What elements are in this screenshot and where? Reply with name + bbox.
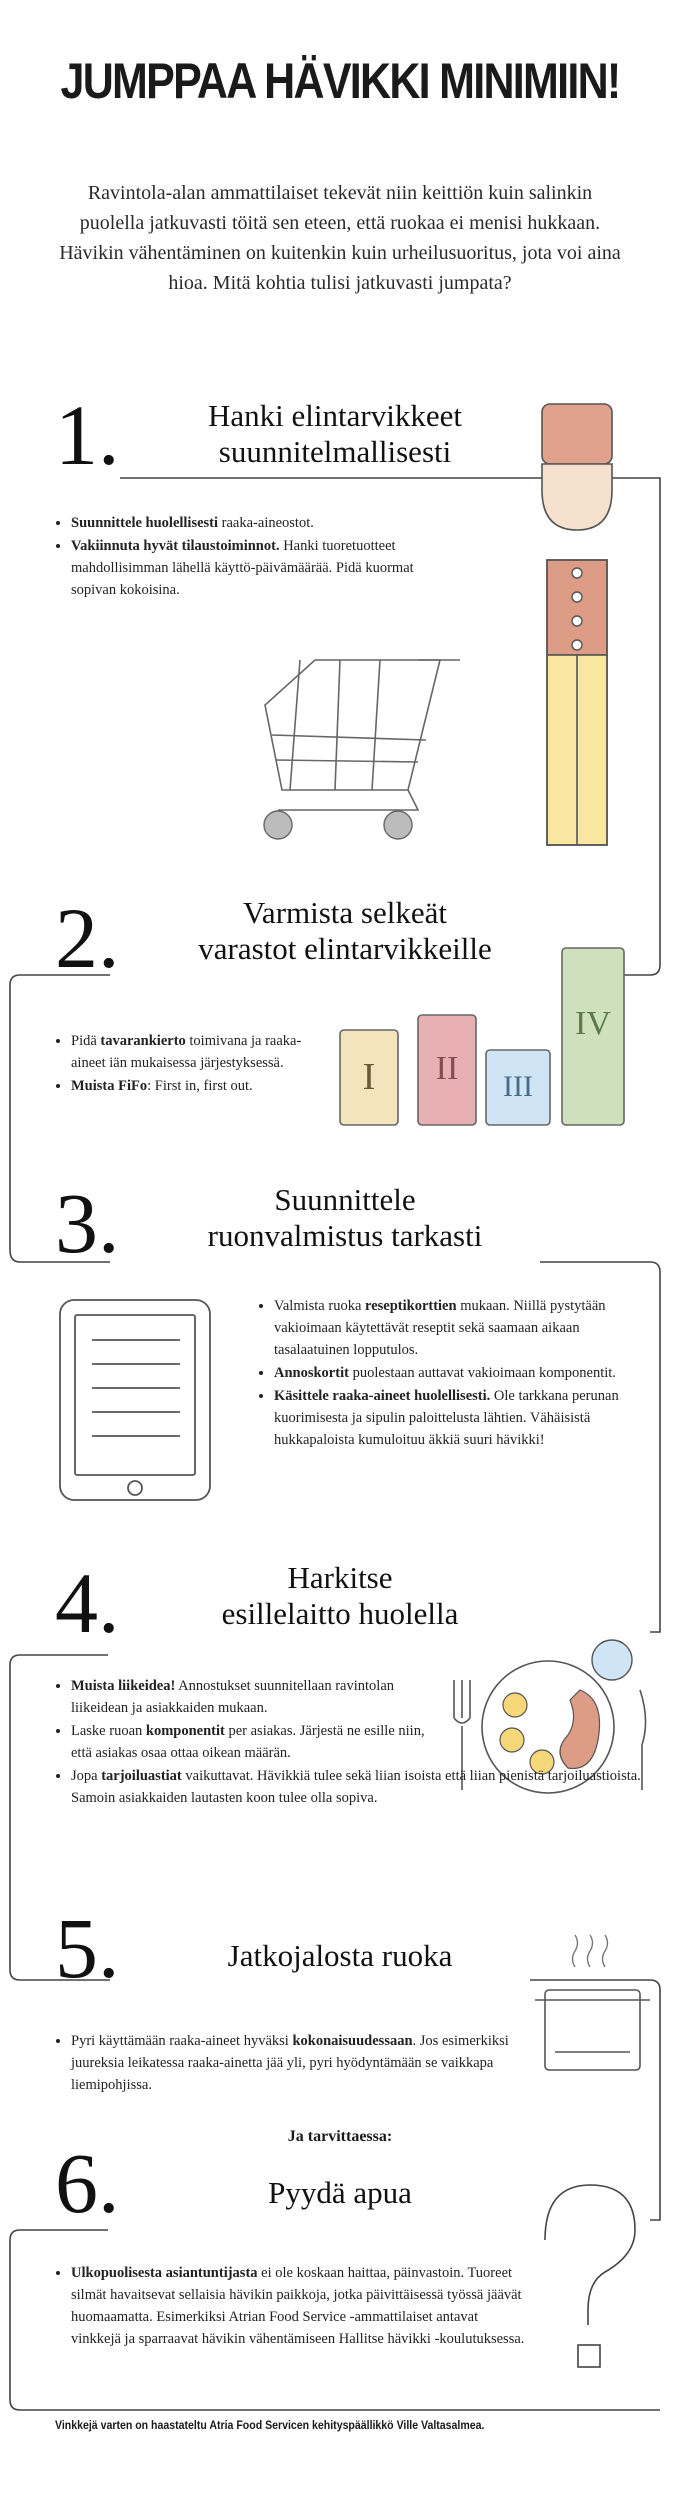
section-3-heading-line1: Suunnittele (274, 1182, 416, 1217)
list-item: • Valmista ruoka reseptikorttien mukaan. Niillä pystytään vakioimaan käytettävät reseptit sekä saamaan aikaan tasalaatuinen lopputulos. (274, 1295, 638, 1361)
section-6-subheading: Ja tarvittaessa: (287, 2128, 393, 2145)
list-item: • Muista liikeidea! Annostukset suunnitellaan ravintolan liikeidean ja asiakkaiden mukaan. (71, 1675, 445, 1719)
section-6-heading: Pyydä apua (268, 2175, 412, 2210)
list-item: • Pyri käyttämään raaka-aineet hyväksi kokonaisuudessaan. Jos esimerkiksi juureksia leikatessa raaka-ainetta jää yli, pyri hyödyntämään se vaikkapa liemipohjissa. (71, 2030, 525, 2096)
list-item: • Muista FiFo: First in, first out. (71, 1075, 310, 1097)
intro-text: Ravintola-alan ammattilaiset tekevät niin keittiön kuin salinkin puolella jatkuvasti töitä sen eteen, että ruokaa ei menisi hukkaan. Hävikin vähentäminen on kuitenkin kuin urheilusuoritus, jota voi aina hioa. Mitä kohtia tulisi jatkuvasti jumpata? (59, 182, 621, 294)
section-4-heading-line1: Harkitse (287, 1560, 393, 1595)
section-1-number: 1. (55, 387, 120, 483)
list-item: • Käsittele raaka-aineet huolellisesti. Ole tarkkana perunan kuorimisesta ja sipulin paloittelusta lähtien. Vähäisistä hukkapaloista kumuloituu äkkiä suuri hävikki! (274, 1385, 638, 1451)
list-item: • Vakiinnuta hyvät tilaustoiminnot. Hanki tuoretuotteet mahdollisimman lähellä käyttö-päivämäärää. Pidä kuormat sopivan kokoisina. (71, 535, 425, 601)
section-4-bullets (55, 1675, 641, 1810)
section-4-heading (170, 1560, 510, 1632)
section-1-heading-line2: suunnitelmallisesti (218, 434, 452, 469)
storage-box-i-label: I (362, 1056, 376, 1098)
section-1-bullets (55, 512, 425, 602)
list-item: • Annoskortit puolestaan auttavat vakioimaan komponentit. (274, 1362, 638, 1384)
list-item: • Laske ruoan komponentit per asiakas. Järjestä ne esille niin, että asiakas osaa ottaa oikean määrän. (71, 1720, 445, 1764)
section-3-bullets (258, 1295, 638, 1452)
section-5-heading: Jatkojalosta ruoka (227, 1938, 453, 1973)
section-2-heading-line2: varastot elintarvikkeille (198, 931, 492, 966)
storage-box-iii-label: III (503, 1070, 533, 1103)
footer-note: Vinkkejä varten on haastateltu Atria Food Servicen kehityspäällikkö Ville Valtasalmea. (55, 2418, 485, 2432)
section-3-heading-line2: ruonvalmistus tarkasti (207, 1218, 483, 1253)
page-title: JUMPPAA HÄVIKKI MINIMIIN! (60, 53, 620, 109)
list-item: • Suunnittele huolellisesti raaka-aineostot. (71, 512, 425, 534)
section-5-bullets (55, 2030, 525, 2097)
section-4-number: 4. (55, 1555, 120, 1651)
section-2-heading-line1: Varmista selkeät (242, 895, 447, 930)
list-item: • Ulkopuolisesta asiantuntijasta ei ole koskaan haittaa, päinvastoin. Tuoreet silmät havaitsevat sellaisia hävikin paikkoja, jotka päivittäisessä työssä jäävät huomaamatta. Esimerkiksi Atrian Food Service -ammattilaiset antavat vinkkejä ja sparraavat hävikin vähentämiseen Hallitse hävikki -koulutuksessa. (71, 2262, 525, 2350)
section-3-number: 3. (55, 1175, 120, 1271)
section-1-heading (150, 398, 520, 470)
section-2-heading (140, 895, 550, 967)
storage-box-ii-label: II (435, 1050, 459, 1087)
section-3-heading (140, 1182, 550, 1254)
list-item: • Pidä tavarankierto toimivana ja raaka-aineet iän mukaisessa järjestyksessä. (71, 1030, 310, 1074)
section-6-bullets (55, 2262, 525, 2351)
section-1-heading-line1: Hanki elintarvikkeet (208, 398, 462, 433)
section-2-number: 2. (55, 890, 120, 986)
section-2-bullets (55, 1030, 310, 1098)
section-4-heading-line2: esillelaitto huolella (221, 1596, 459, 1631)
list-item: • Jopa tarjoiluastiat vaikuttavat. Hävikkiä tulee sekä liian isoista että liian pienistä tarjoiluastioista. Samoin asiakkaiden lautasten koon tulee olla sopiva. (71, 1765, 641, 1809)
section-5-number: 5. (55, 1900, 120, 1996)
storage-box-iv-label: IV (575, 1005, 611, 1042)
section-6-number: 6. (55, 2135, 120, 2231)
